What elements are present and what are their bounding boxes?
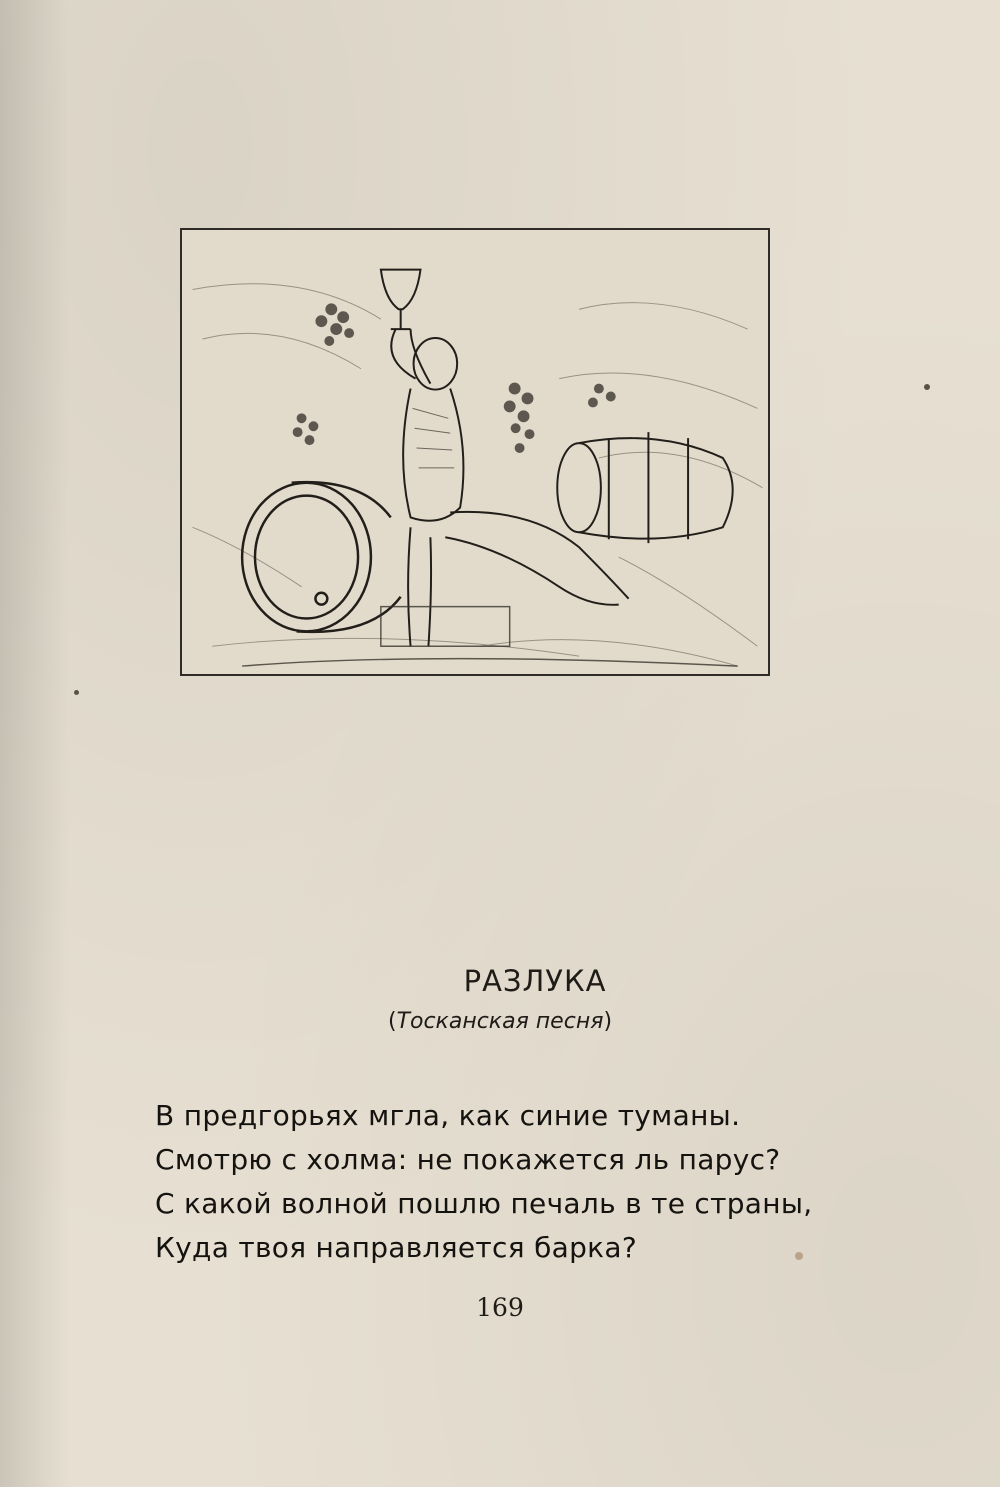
- page-number: 169: [476, 1293, 524, 1322]
- poem-stanza: [155, 1094, 855, 1270]
- engraving-man-with-barrels-icon: [182, 230, 768, 674]
- poem-line: Смотрю с холма: не покажется ль парус?: [155, 1143, 781, 1176]
- poem-line: С какой волной пошлю печаль в те страны,: [155, 1187, 813, 1220]
- subtitle-close-paren: ): [603, 1009, 613, 1034]
- subtitle-text: Тосканская песня: [396, 1009, 604, 1034]
- poem-line: В предгорьях мгла, как синие туманы.: [155, 1099, 741, 1132]
- spine-shadow: [0, 0, 70, 1487]
- poem-subtitle: [0, 1009, 1000, 1034]
- poem-line: Куда твоя направляется барка?: [155, 1231, 638, 1264]
- subtitle-open-paren: (: [387, 1009, 397, 1034]
- illustration: [180, 228, 770, 676]
- poem-title: РАЗЛУКА: [463, 964, 607, 998]
